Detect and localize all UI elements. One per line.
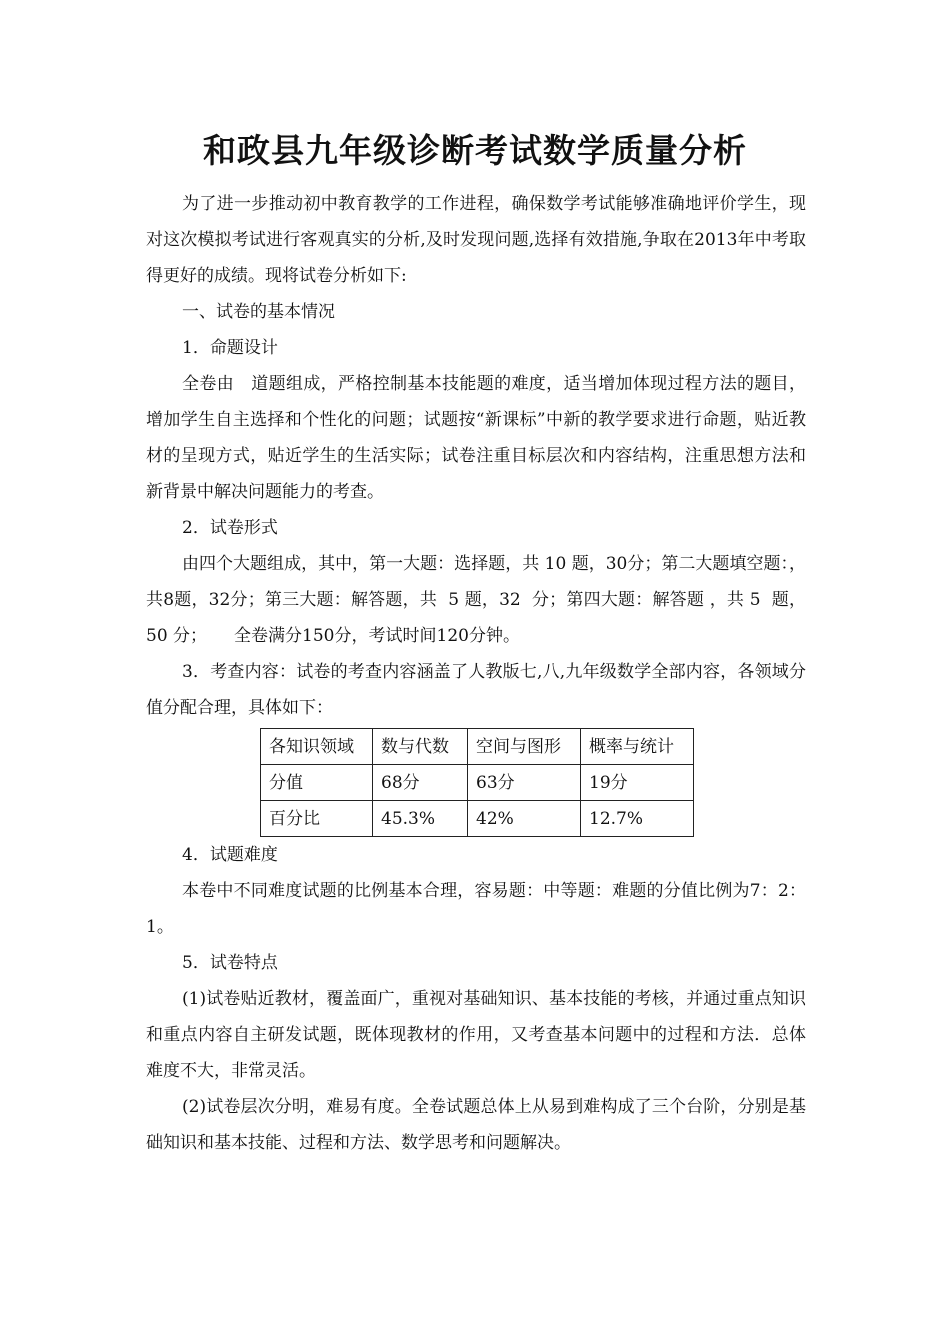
table-header-cell: 各知识领域	[261, 729, 373, 765]
table-cell: 63分	[468, 765, 581, 801]
table-cell: 42%	[468, 801, 581, 837]
table-cell: 19分	[581, 765, 694, 801]
table-header-cell: 空间与图形	[468, 729, 581, 765]
item1-heading: 1．命题设计	[182, 338, 278, 358]
item5-paragraph-2: (2)试卷层次分明，难易有度。全卷试题总体上从易到难构成了三个台阶，分别是基础知识和基本技能、过程和方法、数学思考和问题解决。	[146, 1097, 806, 1153]
table-cell: 分值	[261, 765, 373, 801]
table-row	[261, 765, 694, 801]
item4-heading: 4．试题难度	[182, 845, 278, 865]
item5-heading: 5．试卷特点	[182, 953, 278, 973]
item2-paragraph: 由四个大题组成，其中，第一大题：选择题，共 10 题，30分；第二大题填空题：，共8题，32分；第三大题：解答题，共 5 题，32 分；第四大题：解答题 ，共 5 题， 50 分； 全卷满分150分，考试时间120分钟。	[146, 554, 817, 646]
section1-heading: 一、试卷的基本情况	[182, 302, 335, 322]
table-cell: 12.7%	[581, 801, 694, 837]
item5-paragraph-1: (1)试卷贴近教材，覆盖面广，重视对基础知识、基本技能的考核，并通过重点知识和重点内容自主研发试题，既体现教材的作用，又考查基本问题中的过程和方法．总体难度不大，非常灵活。	[146, 989, 806, 1081]
table-cell: 45.3%	[373, 801, 468, 837]
item1-paragraph: 全卷由 道题组成，严格控制基本技能题的难度，适当增加体现过程方法的题目，增加学生自主选择和个性化的问题；试题按“新课标”中新的教学要求进行命题，贴近教材的呈现方式，贴近学生的生活实际；试卷注重目标层次和内容结构，注重思想方法和新背景中解决问题能力的考查。	[146, 374, 806, 502]
table-cell: 百分比	[261, 801, 373, 837]
table-cell: 68分	[373, 765, 468, 801]
knowledge-table-wrap	[260, 728, 693, 837]
intro-paragraph: 为了进一步推动初中教育教学的工作进程，确保数学考试能够准确地评价学生，现对这次模拟考试进行客观真实的分析,及时发现问题,选择有效措施,争取在2013年中考取得更好的成绩。现将试卷分析如下:	[146, 194, 806, 286]
document-body	[146, 186, 817, 1161]
item3-paragraph: 3．考查内容：试卷的考查内容涵盖了人教版七,八,九年级数学全部内容，各领域分值分配合理，具体如下：	[146, 662, 806, 718]
document-title: 和政县九年级诊断考试数学质量分析	[203, 131, 747, 170]
knowledge-distribution-table	[260, 728, 694, 837]
item2-heading: 2．试卷形式	[182, 518, 278, 538]
table-header-row	[261, 729, 694, 765]
item4-paragraph: 本卷中不同难度试题的比例基本合理，容易题：中等题：难题的分值比例为7：2：1。	[146, 881, 806, 937]
table-header-cell: 数与代数	[373, 729, 468, 765]
table-row	[261, 801, 694, 837]
table-header-cell: 概率与统计	[581, 729, 694, 765]
